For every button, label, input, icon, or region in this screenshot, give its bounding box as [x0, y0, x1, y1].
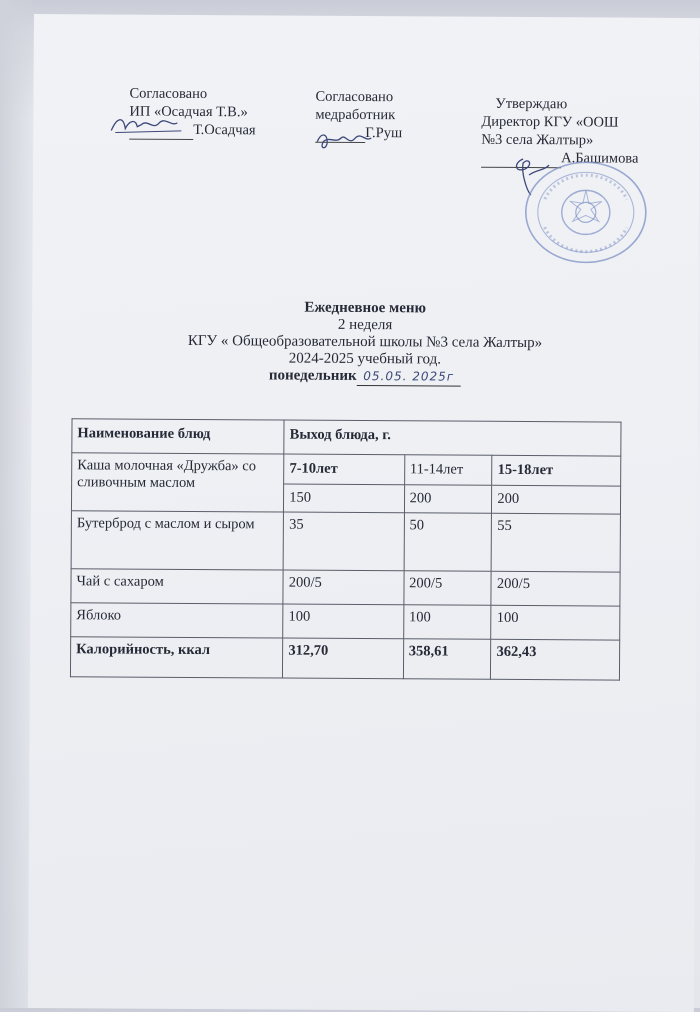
school-name: КГУ « Общеобразовательной школы №3 села Жалтыр» — [187, 332, 543, 352]
age-group: 11-14лет — [404, 455, 492, 486]
calories-value: 358,61 — [403, 639, 491, 680]
approval-medic-position: медработник — [315, 106, 396, 124]
approval-medic-name: Г.Руш — [365, 125, 403, 142]
document-page — [28, 14, 700, 1012]
official-seal — [522, 159, 649, 266]
header-dish: Наименование блюд — [72, 419, 284, 454]
age-group: 15-18лет — [492, 455, 621, 486]
dish-name: Бутерброд с маслом и сыром — [71, 511, 284, 570]
week-label: 2 неделя — [337, 316, 393, 334]
approval-owner-title: Согласовано — [129, 85, 208, 103]
approval-medic-title: Согласовано — [315, 88, 394, 106]
approval-owner-name: Т.Осадчая — [193, 121, 256, 139]
dish-name: Чай с сахаром — [71, 569, 283, 604]
approval-director-title: Утверждаю — [495, 95, 568, 113]
header-output: Выход блюда, г. — [284, 420, 621, 456]
approval-director-position-2: №3 села Жалтыр» — [481, 131, 594, 149]
portion-value: 150 — [284, 484, 405, 513]
approval-header — [33, 14, 700, 218]
dish-name: Каша молочная «Дружба» со сливочным маслом — [71, 453, 284, 512]
dish-name: Яблоко — [71, 603, 283, 638]
portion-value: 200/5 — [491, 571, 620, 606]
portion-value: 200 — [492, 485, 621, 514]
portion-value: 100 — [283, 604, 404, 639]
calories-row — [70, 637, 619, 680]
day-label: понедельник — [268, 367, 357, 384]
portion-value: 35 — [283, 512, 404, 571]
day-row — [32, 366, 698, 388]
portion-value: 100 — [491, 605, 620, 640]
portion-value: 200 — [404, 485, 492, 514]
table-header-row — [72, 419, 621, 456]
approval-director-name: А.Башимова — [561, 150, 639, 167]
portion-value: 50 — [404, 513, 492, 572]
document-title-block — [32, 298, 699, 388]
age-group: 7-10лет — [284, 454, 405, 485]
menu-table — [70, 418, 622, 680]
table-row — [72, 453, 621, 486]
table-row — [71, 603, 620, 640]
portion-value: 200/5 — [404, 571, 492, 606]
calories-value: 362,43 — [491, 639, 620, 680]
portion-value: 100 — [403, 605, 491, 640]
table-row — [71, 511, 620, 572]
signature-rush — [313, 128, 377, 156]
calories-label: Калорийность, ккал — [70, 637, 282, 678]
approval-owner-org: ИП «Осадчая Т.В.» — [129, 103, 248, 121]
handwritten-date: 05.05. 2025г — [357, 368, 461, 387]
calories-value: 312,70 — [283, 638, 404, 679]
portion-value: 55 — [492, 513, 621, 572]
portion-value: 200/5 — [283, 570, 404, 605]
document-title: Ежедневное меню — [304, 299, 427, 317]
table-row — [71, 569, 620, 606]
signature-osadchaya — [107, 110, 187, 140]
approval-director-position-1: Директор КГУ «ООШ — [481, 113, 619, 131]
school-year: 2024-2025 учебный год. — [288, 350, 442, 368]
